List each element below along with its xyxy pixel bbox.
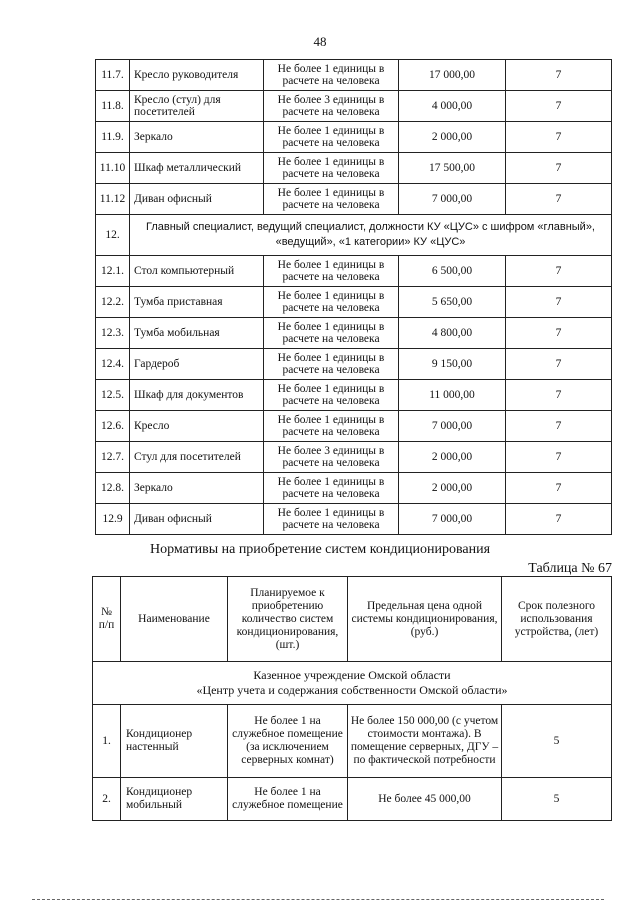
item-price: Не более 45 000,00: [348, 778, 502, 821]
table1-rows-group-b: [96, 256, 612, 535]
item-price: Не более 150 000,00 (с учетом стоимости монтажа). В помещение серверных, ДГУ – по фактической потребности: [348, 705, 502, 778]
header-name: Наименование: [121, 577, 228, 662]
item-price: 6 500,00: [399, 256, 506, 287]
item-lifetime: 5: [502, 778, 612, 821]
item-quantity: Не более 1 единицы в расчете на человека: [264, 287, 399, 318]
item-quantity: Не более 1 единицы в расчете на человека: [264, 504, 399, 535]
row-number: 12.6.: [96, 411, 130, 442]
item-quantity: Не более 1 единицы в расчете на человека: [264, 473, 399, 504]
table-row: [93, 778, 612, 821]
row-number: 12.4.: [96, 349, 130, 380]
table-row: [96, 380, 612, 411]
item-name: Диван офисный: [130, 184, 264, 215]
table-row: [96, 91, 612, 122]
table2-header-row: [93, 577, 612, 662]
table-row: [96, 256, 612, 287]
item-lifetime: 7: [506, 442, 612, 473]
item-quantity: Не более 1 единицы в расчете на человека: [264, 122, 399, 153]
item-name: Кресло: [130, 411, 264, 442]
item-price: 2 000,00: [399, 442, 506, 473]
row-number: 12.5.: [96, 380, 130, 411]
item-quantity: Не более 1 единицы в расчете на человека: [264, 153, 399, 184]
item-lifetime: 5: [502, 705, 612, 778]
organization-line-1: Казенное учреждение Омской области: [253, 668, 451, 682]
item-lifetime: 7: [506, 411, 612, 442]
header-price: Предельная цена одной системы кондиционирования, (руб.): [348, 577, 502, 662]
table-row: [96, 442, 612, 473]
item-price: 11 000,00: [399, 380, 506, 411]
row-number: 11.12: [96, 184, 130, 215]
item-quantity: Не более 1 единицы в расчете на человека: [264, 411, 399, 442]
item-name: Диван офисный: [130, 504, 264, 535]
item-lifetime: 7: [506, 473, 612, 504]
row-number: 12.1.: [96, 256, 130, 287]
item-price: 2 000,00: [399, 122, 506, 153]
item-lifetime: 7: [506, 318, 612, 349]
item-lifetime: 7: [506, 256, 612, 287]
item-quantity: Не более 1 единицы в расчете на человека: [264, 349, 399, 380]
item-price: 5 650,00: [399, 287, 506, 318]
item-quantity: Не более 1 единицы в расчете на человека: [264, 318, 399, 349]
row-number: 11.7.: [96, 60, 130, 91]
item-lifetime: 7: [506, 184, 612, 215]
row-number: 11.8.: [96, 91, 130, 122]
organization-line-2: «Центр учета и содержания собственности Омской области»: [196, 683, 508, 697]
item-price: 4 800,00: [399, 318, 506, 349]
table-row: [93, 705, 612, 778]
item-lifetime: 7: [506, 122, 612, 153]
row-number: 11.9.: [96, 122, 130, 153]
section-row: [96, 215, 612, 256]
item-name: Шкаф для документов: [130, 380, 264, 411]
item-name: Шкаф металлический: [130, 153, 264, 184]
organization-row: [93, 662, 612, 705]
row-number: 11.10: [96, 153, 130, 184]
item-quantity: Не более 1 на служебное помещение (за исключением серверных комнат): [228, 705, 348, 778]
header-lifetime: Срок полезного использования устройства, (лет): [502, 577, 612, 662]
item-price: 7 000,00: [399, 411, 506, 442]
header-num: № п/п: [93, 577, 121, 662]
section-heading: Нормативы на приобретение систем кондиционирования: [149, 542, 491, 557]
item-quantity: Не более 1 на служебное помещение: [228, 778, 348, 821]
table-row: [96, 122, 612, 153]
item-quantity: Не более 1 единицы в расчете на человека: [264, 184, 399, 215]
page-number: 48: [313, 34, 327, 49]
item-name: Кондиционер мобильный: [121, 778, 228, 821]
item-lifetime: 7: [506, 504, 612, 535]
table-row: [96, 60, 612, 91]
table-row: [96, 473, 612, 504]
row-number: 12.8.: [96, 473, 130, 504]
table-row: [96, 411, 612, 442]
item-quantity: Не более 3 единицы в расчете на человека: [264, 91, 399, 122]
item-name: Тумба приставная: [130, 287, 264, 318]
item-name: Кресло (стул) для посетителей: [130, 91, 264, 122]
item-price: 4 000,00: [399, 91, 506, 122]
item-name: Стол компьютерный: [130, 256, 264, 287]
item-price: 7 000,00: [399, 184, 506, 215]
item-name: Гардероб: [130, 349, 264, 380]
table-row: [96, 287, 612, 318]
item-lifetime: 7: [506, 287, 612, 318]
item-lifetime: 7: [506, 153, 612, 184]
item-price: 17 500,00: [399, 153, 506, 184]
item-name: Тумба мобильная: [130, 318, 264, 349]
item-lifetime: 7: [506, 60, 612, 91]
row-number: 12.2.: [96, 287, 130, 318]
item-quantity: Не более 3 единицы в расчете на человека: [264, 442, 399, 473]
table-row: [96, 318, 612, 349]
item-price: 9 150,00: [399, 349, 506, 380]
table1-rows-group-a: [96, 60, 612, 215]
table-row: [96, 504, 612, 535]
organization-cell: [93, 662, 612, 705]
row-number: 12.3.: [96, 318, 130, 349]
table-number: Таблица № 67: [528, 561, 612, 576]
furniture-norms-table: [95, 59, 612, 535]
item-price: 17 000,00: [399, 60, 506, 91]
item-price: 2 000,00: [399, 473, 506, 504]
item-price: 7 000,00: [399, 504, 506, 535]
item-name: Стул для посетителей: [130, 442, 264, 473]
air-conditioning-norms-table: [92, 576, 612, 821]
table-row: [96, 184, 612, 215]
section-title: Главный специалист, ведущий специалист, должности КУ «ЦУС» с шифром «главный», «ведущий», «1 категории» КУ «ЦУС»: [130, 215, 612, 256]
item-lifetime: 7: [506, 91, 612, 122]
item-quantity: Не более 1 единицы в расчете на человека: [264, 256, 399, 287]
item-lifetime: 7: [506, 380, 612, 411]
header-quantity: Планируемое к приобретению количество систем кондиционирования, (шт.): [228, 577, 348, 662]
item-lifetime: 7: [506, 349, 612, 380]
row-number: 1.: [93, 705, 121, 778]
footer-divider: [32, 899, 604, 900]
item-quantity: Не более 1 единицы в расчете на человека: [264, 60, 399, 91]
row-number: 12.9: [96, 504, 130, 535]
section-number: 12.: [96, 215, 130, 256]
item-name: Кресло руководителя: [130, 60, 264, 91]
table-row: [96, 153, 612, 184]
item-quantity: Не более 1 единицы в расчете на человека: [264, 380, 399, 411]
table-row: [96, 349, 612, 380]
item-name: Кондиционер настенный: [121, 705, 228, 778]
row-number: 2.: [93, 778, 121, 821]
item-name: Зеркало: [130, 473, 264, 504]
item-name: Зеркало: [130, 122, 264, 153]
row-number: 12.7.: [96, 442, 130, 473]
